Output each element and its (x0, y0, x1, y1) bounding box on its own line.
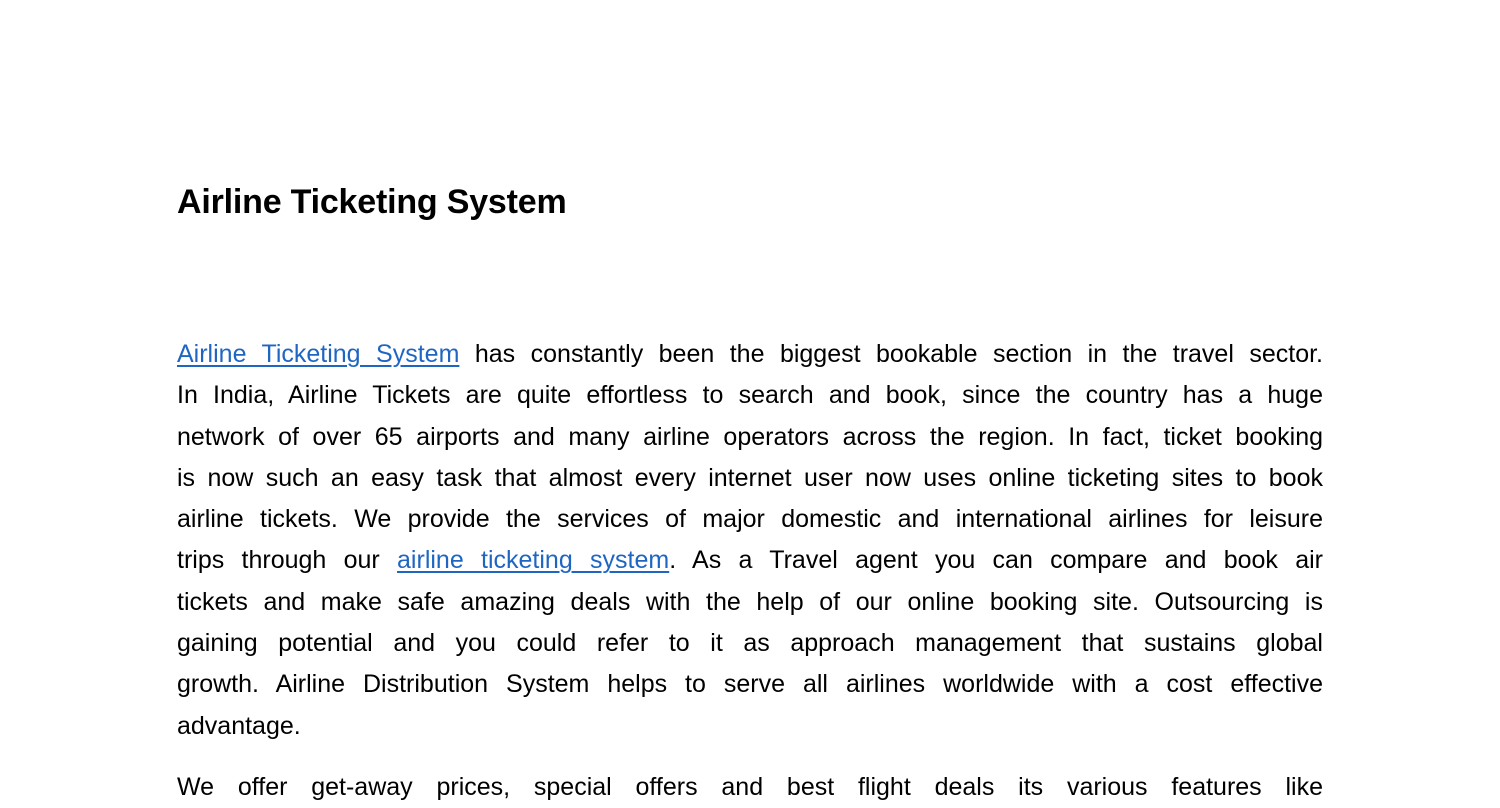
paragraph-line: gaining potential and you could refer to it as approach management that sustains global (177, 629, 1323, 658)
paragraph-line (177, 334, 1323, 375)
document-title: Airline Ticketing System (177, 183, 567, 221)
paragraph-line: growth. Airline Distribution System helps to serve all airlines worldwide with a cost effective (177, 670, 1323, 699)
body-paragraph-2 (177, 767, 1323, 808)
line-text: . As a Travel agent you can compare and book air (669, 546, 1323, 575)
paragraph-line: In India, Airline Tickets are quite effortless to search and book, since the country has a huge (177, 381, 1323, 410)
paragraph-line: airline tickets. We provide the services of major domestic and international airlines for leisure (177, 505, 1323, 534)
paragraph-line: is now such an easy task that almost every internet user now uses online ticketing sites to book (177, 463, 1323, 492)
paragraph-line: We offer get-away prices, special offers and best flight deals its various features like (177, 773, 1323, 801)
paragraph-line: network of over 65 airports and many airline operators across the region. In fact, ticket booking (177, 422, 1323, 451)
airline-ticketing-system-link[interactable]: Airline Ticketing System (177, 340, 460, 368)
line-text: has constantly been the biggest bookable section in the travel sector. (459, 340, 1323, 368)
line-text: trips through our (177, 546, 398, 575)
paragraph-line: advantage. (177, 711, 301, 740)
paragraph-line: tickets and make safe amazing deals with the help of our online booking site. Outsourcing is (177, 587, 1323, 616)
airline-ticketing-system-inline-link[interactable]: airline ticketing system (397, 546, 670, 575)
body-paragraph-1 (177, 334, 1323, 747)
paragraph-line (177, 540, 1323, 581)
